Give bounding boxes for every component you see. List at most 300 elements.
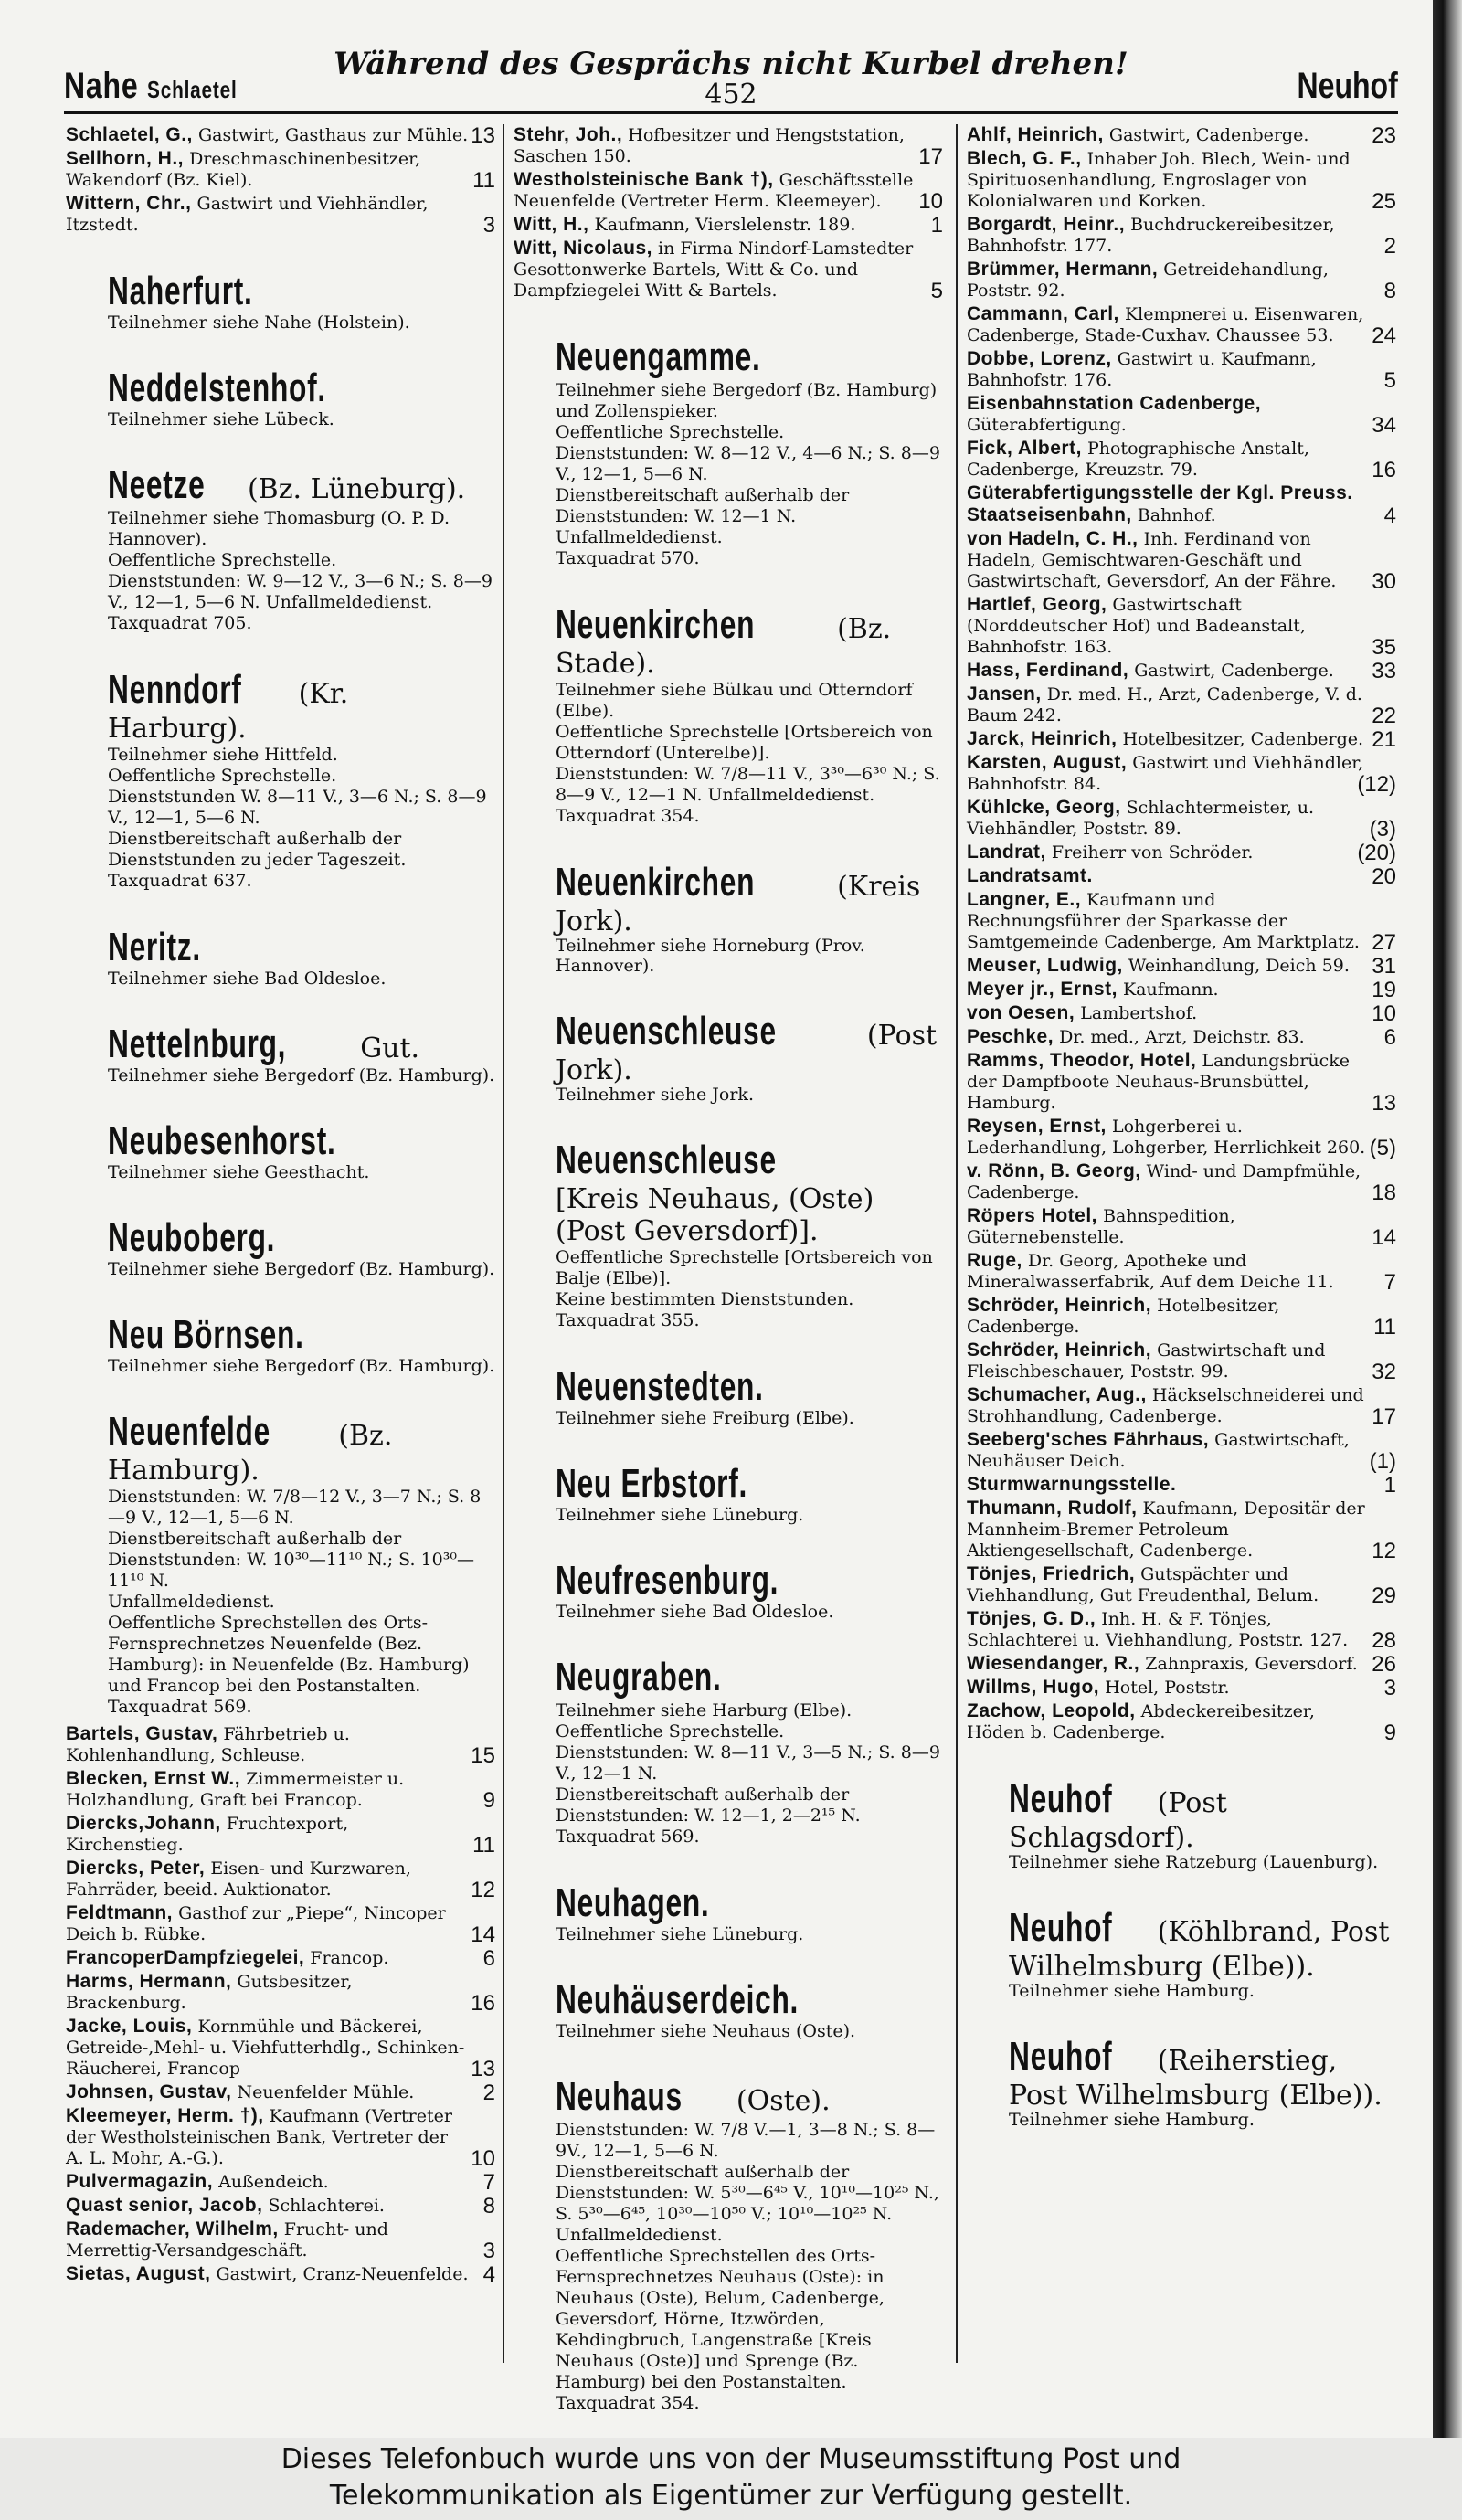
entry-text — [967, 889, 1396, 953]
place-info-line: Dienstbereitschaft außerhalb der Dienststunden: W. 12—1 N. Unfallmeldedienst. — [556, 485, 850, 547]
subscriber-name: Kleemeyer, Herm. †), — [66, 2105, 264, 2126]
phone-number: 6 — [1383, 1025, 1396, 1050]
place-heading-block — [556, 2074, 943, 2414]
phone-number: 9 — [482, 1788, 495, 1813]
subscriber-name: Jarck, Heinrich, — [967, 728, 1118, 749]
place-info-line: Taxquadrat 705. — [108, 613, 252, 633]
phone-number: 22 — [1372, 704, 1396, 728]
subscriber-entry — [967, 683, 1396, 726]
subscriber-entry — [66, 2105, 495, 2169]
subscriber-details: Getreidehandlung, Poststr. 92. — [967, 259, 1329, 301]
phone-number: 2 — [482, 2081, 495, 2105]
subscriber-entry — [967, 865, 1396, 887]
phone-number: 7 — [482, 2170, 495, 2195]
phone-number: 17 — [918, 144, 943, 169]
subscriber-name: Harms, Hermann, — [66, 1971, 232, 1992]
entry-text — [967, 1700, 1396, 1743]
subscriber-details: Geschäftsstelle Neuenfelde (Vertreter Herm. Kleemeyer). — [514, 170, 914, 211]
subscriber-details: Frucht- und Merrettig-Versandgeschäft. — [66, 2219, 388, 2261]
subscriber-name: Schröder, Heinrich, — [967, 1339, 1152, 1361]
entry-text — [66, 2218, 495, 2261]
subscriber-entry — [66, 193, 495, 236]
place-heading-block — [556, 1009, 943, 1105]
place-heading-block — [556, 1655, 943, 1848]
place-heading-block — [108, 365, 495, 429]
place-heading-block — [108, 1409, 495, 1718]
column-1 — [66, 124, 495, 2287]
column-2 — [514, 124, 943, 2419]
entry-text — [514, 238, 943, 302]
subscriber-entry — [967, 842, 1396, 863]
entry-text — [967, 752, 1396, 795]
phone-number: 5 — [930, 279, 943, 303]
subscriber-name: Diercks, Peter, — [66, 1858, 206, 1879]
subscriber-name: Witt, H., — [514, 214, 589, 235]
place-info-line: Oeffentliche Sprechstelle. — [556, 422, 785, 442]
place-qualifier: [Kreis Neuhaus, (Oste) (Post Geversdorf)]. — [556, 1183, 874, 1247]
phone-number: 16 — [1372, 458, 1396, 482]
subscriber-details: Lohgerberei u. Lederhandlung, Lohgerber, Herrlichkeit 260. — [967, 1117, 1366, 1158]
place-qualifier: (Bz. Lüneburg). — [247, 473, 466, 505]
phone-number: 28 — [1372, 1628, 1396, 1653]
header-notice: Während des Gesprächs nicht Kurbel drehen! — [334, 46, 1128, 82]
subscriber-name: Witt, Nicolaus, — [514, 238, 652, 259]
subscriber-entry — [967, 1205, 1396, 1248]
subscriber-entry — [967, 752, 1396, 795]
place-name: Neuenschleuse — [556, 1138, 777, 1182]
place-info-line: Dienststunden: W. 8—11 V., 3—5 N.; S. 8—9 V., 12—1 N. — [556, 1742, 940, 1784]
column-divider — [503, 124, 504, 2363]
subscriber-entry — [66, 2195, 495, 2217]
subscriber-entry — [967, 148, 1396, 212]
subscriber-name: Ruge, — [967, 1250, 1022, 1271]
place-heading — [108, 269, 495, 314]
entry-text — [967, 979, 1396, 1001]
place-heading-block — [108, 925, 495, 989]
place-heading-block — [1009, 2034, 1396, 2130]
subscriber-details: in Firma Nindorf-Lamstedter Gesottonwerke Bartels, Witt & Co. und Dampfziegelei Witt & Bartels. — [514, 238, 914, 301]
phone-number: 10 — [918, 189, 943, 214]
subscriber-details: Klempnerei u. Eisenwaren, Cadenberge, Stade-Cuxhav. Chaussee 53. — [967, 304, 1364, 345]
phone-number: 17 — [1372, 1404, 1396, 1429]
subscriber-name: Sturmwarnungsstelle. — [967, 1474, 1177, 1495]
entry-text — [66, 2195, 495, 2217]
place-qualifier: Gut. — [360, 1032, 420, 1064]
place-name: Neetze — [108, 462, 206, 507]
place-name: Neuhof — [1009, 1905, 1113, 1950]
phone-number: 19 — [1372, 978, 1396, 1002]
place-name: Neubesenhorst. — [108, 1118, 336, 1163]
subscriber-name: Landratsamt. — [967, 865, 1093, 886]
subscriber-name: v. Rönn, B. Georg, — [967, 1160, 1141, 1181]
phone-number: 3 — [482, 2239, 495, 2263]
entry-text — [967, 797, 1396, 840]
subscriber-details: Dr. Georg, Apotheke und Mineralwasserfabrik, Auf dem Deiche 11. — [967, 1251, 1334, 1292]
place-name: Neuenschleuse — [556, 1009, 777, 1054]
header-rule — [64, 111, 1398, 114]
subscriber-entry — [967, 1474, 1396, 1496]
entry-text — [66, 124, 495, 146]
entry-text — [514, 124, 943, 167]
subscriber-entry — [967, 1116, 1396, 1159]
entry-text — [967, 348, 1396, 391]
place-heading-block — [556, 1364, 943, 1428]
subscriber-details: Buchdruckereibesitzer, Bahnhofstr. 177. — [967, 215, 1335, 256]
subscriber-details: Gastwirt und Viehhändler, Itzstedt. — [66, 194, 429, 235]
place-info-line: Dienstbereitschaft außerhalb der Dienststunden: W. 12—1, 2—2¹⁵ N. — [556, 1784, 861, 1826]
phone-number: (20) — [1357, 841, 1396, 865]
subscriber-details: Hofbesitzer und Hengststation, Saschen 150. — [514, 125, 905, 166]
place-heading-block — [556, 1880, 943, 1944]
subscriber-details: Zahnpraxis, Geversdorf. — [1145, 1654, 1358, 1674]
place-info-line: Teilnehmer siehe Thomasburg (O. P. D. Hannover). — [108, 508, 450, 549]
place-info-line: Taxquadrat 570. — [556, 548, 700, 568]
place-heading-block — [1009, 1776, 1396, 1872]
entry-text — [514, 169, 943, 212]
place-qualifier: (Oste). — [736, 2085, 831, 2117]
phone-number: 12 — [1372, 1539, 1396, 1563]
subscriber-details: Photographische Anstalt, Cadenberge, Kreuzstr. 79. — [967, 439, 1309, 480]
entry-text — [967, 1026, 1396, 1048]
subscriber-name: Karsten, August, — [967, 752, 1128, 773]
place-reference: Teilnehmer siehe Bergedorf (Bz. Hamburg). — [108, 1259, 495, 1279]
place-heading-block — [108, 462, 495, 634]
phone-number: 2 — [1383, 234, 1396, 259]
subscriber-details: Gastwirtschaft und Fleischbeschauer, Poststr. 99. — [967, 1340, 1326, 1382]
place-name: Naherfurt. — [108, 269, 253, 313]
subscriber-entry — [967, 594, 1396, 658]
subscriber-entry — [967, 1608, 1396, 1651]
column-3 — [967, 124, 1396, 2135]
subscriber-entry — [967, 955, 1396, 977]
subscriber-name: Stehr, Joh., — [514, 124, 623, 145]
entry-text — [66, 1858, 495, 1901]
subscriber-name: Wittern, Chr., — [66, 193, 192, 214]
entry-text — [967, 438, 1396, 481]
subscriber-details: Weinhandlung, Deich 59. — [1128, 956, 1350, 976]
place-heading — [108, 365, 495, 411]
entry-text — [967, 683, 1396, 726]
subscriber-details: Gastwirt, Cranz-Neuenfelde. — [216, 2264, 469, 2284]
phone-number: (5) — [1369, 1136, 1396, 1160]
column-divider — [956, 124, 958, 2363]
place-heading-block — [556, 1461, 943, 1525]
subscriber-entry — [967, 1050, 1396, 1114]
entry-text — [967, 1677, 1396, 1699]
subscriber-details: Gastwirt u. Kaufmann, Bahnhofstr. 176. — [967, 349, 1317, 390]
entry-text — [66, 1971, 495, 2014]
phone-number: 12 — [471, 1878, 495, 1902]
place-reference: Teilnehmer siehe Geesthacht. — [108, 1162, 370, 1182]
subscriber-entry — [66, 1858, 495, 1901]
subscriber-name: Diercks,Johann, — [66, 1813, 221, 1834]
subscriber-entry — [66, 1813, 495, 1856]
subscriber-name: Jacke, Louis, — [66, 2016, 193, 2037]
subscriber-entry — [967, 1002, 1396, 1024]
subscriber-name: Tönjes, G. D., — [967, 1608, 1096, 1629]
phone-number: (1) — [1369, 1449, 1396, 1474]
subscriber-entry — [967, 1250, 1396, 1293]
subscriber-name: Thumann, Rudolf, — [967, 1498, 1138, 1519]
subscriber-details: Zimmermeister u. Holzhandlung, Graft bei Francop. — [66, 1769, 405, 1810]
subscriber-details: Schlachterei. — [268, 2196, 385, 2216]
entry-text — [66, 2263, 495, 2285]
subscriber-details: Landungsbrücke der Dampfboote Neuhaus-Brunsbüttel, Hamburg. — [967, 1051, 1351, 1113]
subscriber-details: Bahnhof. — [1137, 505, 1216, 525]
phone-number: 13 — [471, 123, 495, 148]
place-heading — [108, 462, 495, 508]
phone-number: 3 — [482, 213, 495, 238]
place-heading — [556, 1138, 943, 1247]
subscriber-entry — [967, 979, 1396, 1001]
phone-number: 11 — [472, 168, 495, 193]
place-qualifier: (Kr. Harburg). — [108, 678, 349, 745]
phone-number: 13 — [1372, 1091, 1396, 1116]
phone-number: 24 — [1372, 323, 1396, 348]
subscriber-entry — [967, 1653, 1396, 1675]
phone-number: 13 — [471, 2057, 495, 2081]
place-reference: Teilnehmer siehe Bergedorf (Bz. Hamburg). — [108, 1356, 495, 1376]
place-reference: Teilnehmer siehe Freiburg (Elbe). — [556, 1408, 854, 1428]
subscriber-name: von Oesen, — [967, 1002, 1075, 1023]
place-heading-block — [108, 269, 495, 333]
subscriber-entry — [514, 238, 943, 302]
place-info-line: Teilnehmer siehe Bülkau und Otterndorf (Elbe). — [556, 680, 913, 721]
place-reference: Teilnehmer siehe Neuhaus (Oste). — [556, 2021, 856, 2041]
place-heading-block — [108, 1022, 495, 1085]
phone-number: 15 — [471, 1743, 495, 1768]
subscriber-name: Dobbe, Lorenz, — [967, 348, 1112, 369]
place-reference: Teilnehmer siehe Lüneburg. — [556, 1505, 804, 1525]
subscriber-entry — [66, 1768, 495, 1811]
entry-text — [66, 2171, 495, 2193]
place-info-line: Taxquadrat 637. — [108, 871, 252, 891]
entry-text — [967, 1160, 1396, 1203]
phone-number: 8 — [482, 2194, 495, 2218]
entry-text — [66, 1723, 495, 1766]
entry-text — [967, 1205, 1396, 1248]
place-qualifier: (Kreis Jork). — [556, 871, 921, 937]
subscriber-entry — [967, 797, 1396, 840]
subscriber-name: Jansen, — [967, 683, 1042, 704]
subscriber-entry — [967, 124, 1396, 146]
subscriber-name: von Hadeln, C. H., — [967, 528, 1139, 549]
place-name: Neuengamme. — [556, 334, 761, 379]
subscriber-details: Inhaber Joh. Blech, Wein- und Spirituosenhandlung, Engroslager von Kolonialwaren und Korken. — [967, 149, 1351, 211]
place-info-line: Oeffentliche Sprechstelle [Ortsbereich von Otterndorf (Unterelbe)]. — [556, 722, 933, 763]
place-reference: Teilnehmer siehe Horneburg (Prov. Hannover). — [556, 936, 865, 976]
entry-text — [66, 1902, 495, 1945]
subscriber-name: Cammann, Carl, — [967, 303, 1119, 324]
page-header — [64, 46, 1398, 110]
subscriber-entry — [66, 1971, 495, 2014]
phone-number: 8 — [1383, 279, 1396, 303]
phone-number: 7 — [1383, 1270, 1396, 1295]
subscriber-entry — [66, 2081, 495, 2103]
subscriber-details: Gastwirt, Gasthaus zur Mühle. — [197, 125, 469, 145]
place-info-line: Oeffentliche Sprechstelle. — [108, 550, 337, 570]
phone-number: 25 — [1372, 189, 1396, 214]
subscriber-name: Feldtmann, — [66, 1902, 174, 1923]
subscriber-name: Tönjes, Friedrich, — [967, 1563, 1136, 1584]
subscriber-details: Dreschmaschinenbesitzer, Wakendorf (Bz. Kiel). — [66, 149, 421, 190]
subscriber-details: Dr. med. H., Arzt, Cadenberge, V. d. Baum 242. — [967, 684, 1362, 725]
place-heading — [108, 667, 495, 745]
place-info-line: Oeffentliche Sprechstelle. — [108, 766, 337, 786]
place-heading — [556, 1977, 943, 2023]
subscriber-entry — [967, 528, 1396, 592]
phone-number: 11 — [1373, 1315, 1396, 1339]
place-name: Neuenkirchen — [556, 602, 756, 647]
place-name: Nettelnburg, — [108, 1022, 287, 1066]
place-reference: Teilnehmer siehe Bad Oldesloe. — [108, 969, 387, 989]
place-info-line: Dienststunden W. 8—11 V., 3—6 N.; S. 8—9 V., 12—1, 5—6 N. — [108, 787, 487, 828]
subscriber-details: Gastwirtschaft, Neuhäuser Deich. — [967, 1430, 1350, 1471]
place-info-line: Dienstbereitschaft außerhalb der Dienststunden zu jeder Tageszeit. — [108, 829, 407, 870]
phone-number: 14 — [471, 1922, 495, 1947]
subscriber-details: Wind- und Dampfmühle, Cadenberge. — [967, 1161, 1361, 1202]
entry-text — [514, 214, 943, 236]
subscriber-name: Peschke, — [967, 1026, 1054, 1047]
subscriber-name: Westholsteinische Bank †), — [514, 169, 774, 190]
entry-text — [66, 193, 495, 236]
place-heading — [108, 1118, 495, 1164]
subscriber-entry — [66, 1947, 495, 1969]
phone-number: 30 — [1372, 569, 1396, 594]
place-name: Nenndorf — [108, 667, 242, 712]
place-heading — [556, 1558, 943, 1604]
place-heading — [108, 1409, 495, 1487]
phone-number: 31 — [1372, 954, 1396, 979]
subscriber-name: Landrat, — [967, 842, 1046, 863]
subscriber-name: Rademacher, Wilhelm, — [66, 2218, 279, 2239]
phone-number: 10 — [471, 2146, 495, 2171]
subscriber-name: Pulvermagazin, — [66, 2171, 214, 2192]
phone-number: 9 — [1383, 1721, 1396, 1745]
place-info-line: Oeffentliche Sprechstellen des Orts-Fernsprechnetzes Neuenfelde (Bez. Hamburg): in Neuenfelde (Bz. Hamburg) und Francop bei den Postanstalten. — [108, 1613, 470, 1696]
place-heading — [556, 1880, 943, 1926]
place-reference: Teilnehmer siehe Lüneburg. — [556, 1924, 804, 1944]
entry-text — [967, 1608, 1396, 1651]
subscriber-entry — [967, 1700, 1396, 1743]
phone-number: 23 — [1372, 123, 1396, 148]
place-info-line: Teilnehmer siehe Harburg (Elbe). — [556, 1700, 853, 1721]
subscriber-details: Gastwirt und Viehhändler, Bahnhofstr. 84. — [967, 753, 1364, 794]
place-info-line: Dienststunden: W. 7/8 V.—1, 3—8 N.; S. 8—9V., 12—1, 5—6 N. — [556, 2120, 936, 2161]
subscriber-details: Schlachtermeister, u. Viehhändler, Poststr. 89. — [967, 798, 1315, 839]
subscriber-entry — [514, 214, 943, 236]
phone-number: 34 — [1372, 413, 1396, 438]
place-heading — [556, 1364, 943, 1410]
place-heading — [108, 1312, 495, 1358]
subscriber-details: Gastwirtschaft (Norddeutscher Hof) und Badeanstalt, Bahnhofstr. 163. — [967, 595, 1306, 657]
subscriber-entry — [967, 1339, 1396, 1382]
subscriber-name: Schlaetel, G., — [66, 124, 193, 145]
subscriber-name: Zachow, Leopold, — [967, 1700, 1136, 1721]
place-name: Neuhäuserdeich. — [556, 1977, 800, 2022]
place-heading — [556, 860, 943, 937]
entry-text — [967, 842, 1396, 863]
place-reference: Teilnehmer siehe Bad Oldesloe. — [556, 1602, 834, 1622]
place-info-line: Taxquadrat 355. — [556, 1310, 700, 1330]
subscriber-entry — [967, 1429, 1396, 1472]
entry-text — [967, 660, 1396, 682]
place-heading-block — [108, 1215, 495, 1279]
subscriber-details: Kornmühle und Bäckerei, Getreide-,Mehl- u. Viehfutterhdlg., Schinken-Räucherei, Francop — [66, 2017, 465, 2079]
subscriber-entry — [967, 728, 1396, 750]
subscriber-name: Ahlf, Heinrich, — [967, 124, 1104, 145]
phone-number: (12) — [1357, 772, 1396, 797]
entry-text — [967, 594, 1396, 658]
subscriber-entry — [967, 259, 1396, 302]
place-heading-block — [556, 1558, 943, 1622]
phone-number: 26 — [1372, 1652, 1396, 1677]
subscriber-details: Kaufmann, Depositär der Mannheim-Bremer Petroleum Aktiengesellschaft, Cadenberge. — [967, 1498, 1365, 1561]
subscriber-entry — [967, 393, 1396, 436]
place-heading — [556, 1655, 943, 1700]
subscriber-details: Lambertshof. — [1080, 1003, 1198, 1023]
place-qualifier: (Bz. Hamburg). — [108, 1420, 393, 1487]
place-heading — [556, 1461, 943, 1507]
place-reference: Teilnehmer siehe Lübeck. — [108, 409, 334, 429]
place-heading — [556, 334, 943, 380]
entry-text — [967, 1429, 1396, 1472]
subscriber-details: Bahnspedition, Güternebenstelle. — [967, 1206, 1235, 1247]
subscriber-entry — [967, 660, 1396, 682]
subscriber-entry — [967, 1026, 1396, 1048]
place-name: Neugraben. — [556, 1655, 722, 1699]
phone-number: 4 — [1383, 503, 1396, 528]
place-info-line: Teilnehmer siehe Hittfeld. — [108, 745, 338, 765]
entry-text — [66, 148, 495, 191]
phone-number: 35 — [1372, 635, 1396, 660]
subscriber-name: Eisenbahnstation Cadenberge, — [967, 393, 1262, 414]
subscriber-details: Freiherr von Schröder. — [1051, 842, 1254, 863]
entry-text — [967, 728, 1396, 750]
place-name: Neuhof — [1009, 2034, 1113, 2079]
subscriber-details: Francop. — [310, 1948, 389, 1968]
subscriber-details: Eisen- und Kurzwaren, Fahrräder, beeid. Auktionator. — [66, 1858, 411, 1900]
place-name: Neu Erbstorf. — [556, 1461, 748, 1506]
subscriber-entry — [967, 1498, 1396, 1562]
entry-text — [967, 955, 1396, 977]
phone-number: 11 — [472, 1833, 495, 1858]
subscriber-details: Hotel, Poststr. — [1105, 1678, 1230, 1698]
entry-text — [967, 259, 1396, 302]
place-qualifier: (Post Jork). — [556, 1020, 938, 1086]
subscriber-details: Gastwirt, Cadenberge. — [1108, 125, 1309, 145]
phone-number: 4 — [482, 2262, 495, 2287]
place-name: Neddelstenhof. — [108, 365, 326, 410]
subscriber-name: Kühlcke, Georg, — [967, 797, 1121, 818]
subscriber-details: Kaufmann. — [1122, 979, 1219, 1000]
phone-number: 1 — [930, 213, 943, 238]
entry-text — [967, 1563, 1396, 1606]
phone-number: 6 — [482, 1946, 495, 1971]
place-info-line: Taxquadrat 569. — [108, 1697, 252, 1717]
subscriber-name: Bartels, Gustav, — [66, 1723, 218, 1744]
entry-text — [967, 1653, 1396, 1675]
subscriber-entry — [66, 148, 495, 191]
subscriber-details: Inh. Ferdinand von Hadeln, Gemischtwaren-Geschäft und Gastwirtschaft, Geversdorf, An der Fähre. — [967, 529, 1337, 591]
place-name: Neu Börnsen. — [108, 1312, 304, 1357]
entry-text — [967, 1498, 1396, 1562]
subscriber-name: Blecken, Ernst W., — [66, 1768, 241, 1789]
phone-number: 3 — [1383, 1676, 1396, 1700]
place-heading-block — [556, 1138, 943, 1331]
phone-number: 27 — [1372, 930, 1396, 955]
subscriber-details: Kaufmann und Rechnungsführer der Sparkasse der Samtgemeinde Cadenberge, Am Marktplatz. — [967, 890, 1360, 952]
